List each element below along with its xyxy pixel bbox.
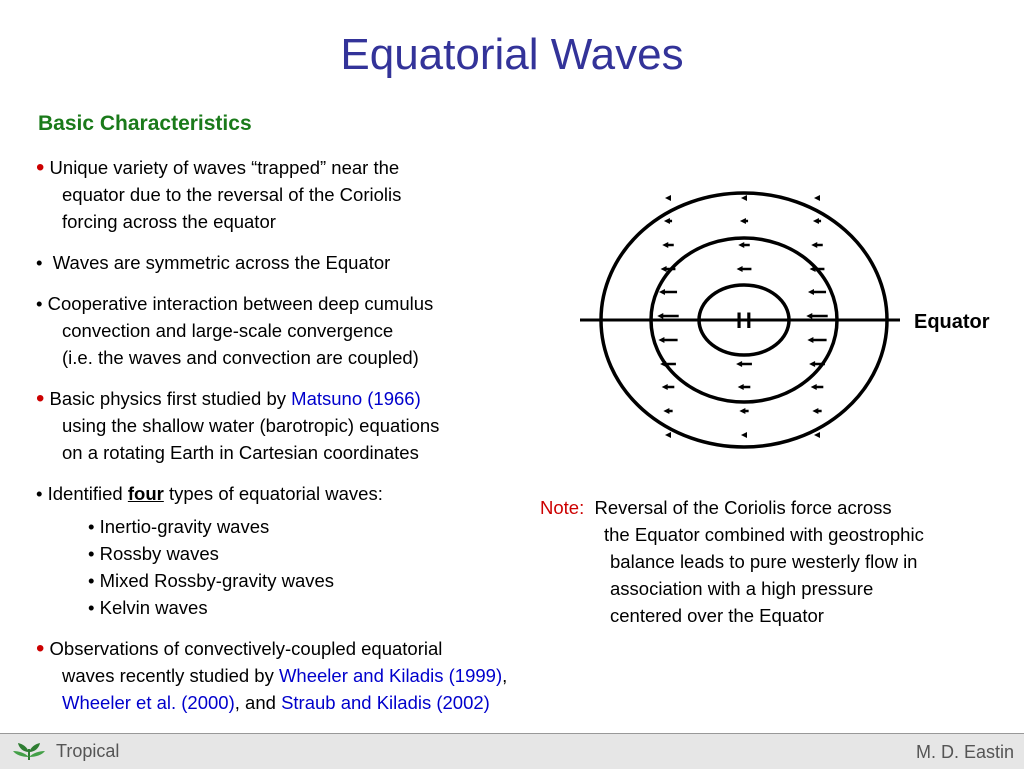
bullet-text: (i.e. the waves and convection are coupled) (62, 347, 419, 368)
flow-arrow-head (738, 242, 744, 248)
wave-type-list (88, 513, 576, 621)
bullet-trapped-waves (36, 154, 576, 235)
flow-arrow-head (659, 289, 665, 295)
flow-arrow-head (740, 218, 746, 224)
bullet-text: types of equatorial waves: (163, 483, 383, 504)
bullet-text: convection and large-scale convergence (62, 320, 394, 341)
slide-footer (0, 733, 1024, 769)
diagram-svg (576, 170, 1000, 480)
bullet-text: Unique variety of waves “trapped” near the (49, 157, 400, 178)
flow-arrow-head (663, 408, 669, 414)
flow-arrow-head (662, 384, 668, 390)
slide-title: Equatorial Waves (340, 30, 684, 79)
flow-arrow-head (661, 266, 667, 272)
equator-label: Equator (914, 311, 990, 333)
bullet-marker: • (36, 635, 45, 662)
bullet-marker: • (36, 385, 45, 412)
wave-type-item: • Rossby waves (88, 543, 219, 564)
note-box (540, 494, 1010, 629)
note-text: balance leads to pure westerly flow in (610, 551, 918, 572)
flow-arrow-head (812, 408, 818, 414)
bullet-marker: • (36, 252, 43, 273)
emphasis-four: four (127, 483, 164, 504)
reference-link-wheeler-kiladis-1999[interactable]: Wheeler and Kiladis (1999) (278, 665, 503, 686)
note-text: Reversal of the Coriolis force across (594, 497, 892, 518)
bullet-line (36, 689, 576, 716)
flow-arrow-head (813, 218, 819, 224)
flow-arrow-head (737, 266, 743, 272)
bullet-symmetric (36, 249, 576, 276)
wave-type-item: • Inertio-gravity waves (88, 516, 270, 537)
note-text: centered over the Equator (610, 605, 824, 626)
flow-arrow-head (662, 242, 668, 248)
bullet-marker: • (36, 293, 43, 314)
flow-arrow-head (811, 242, 817, 248)
bullet-text: Observations of convectively-coupled equatorial (49, 638, 443, 659)
footer-course: Tropical (56, 740, 120, 761)
flow-arrow-head (658, 337, 664, 343)
bullet-text: equator due to the reversal of the Coriolis (62, 184, 402, 205)
bullet-text: , and (234, 692, 282, 713)
high-pressure-label: H (736, 308, 752, 333)
flow-arrow-head (664, 218, 670, 224)
bullet-text: waves recently studied by (62, 665, 279, 686)
flow-arrow-head (665, 432, 671, 438)
reference-link-straub-kiladis-2002[interactable]: Straub and Kiladis (2002) (281, 692, 490, 713)
bullet-text: , (502, 665, 508, 686)
flow-arrow-head (809, 361, 815, 367)
wave-type-item: • Kelvin waves (88, 597, 208, 618)
flow-arrow-head (736, 361, 742, 367)
reference-link-wheeler-2000[interactable]: Wheeler et al. (2000) (62, 692, 235, 713)
flow-arrow-head (738, 384, 744, 390)
bullet-marker: • (36, 154, 45, 181)
bullet-text: using the shallow water (barotropic) equations (62, 415, 440, 436)
flow-arrow-head (814, 195, 820, 201)
bullet-text: Waves are symmetric across the Equator (52, 252, 391, 273)
bullet-text: forcing across the equator (62, 211, 276, 232)
bullet-line (36, 662, 576, 689)
flow-arrow-head (657, 313, 663, 319)
bullet-text: on a rotating Earth in Cartesian coordinates (62, 442, 419, 463)
section-heading: Basic Characteristics (38, 112, 252, 135)
bullet-matsuno (36, 385, 576, 466)
reference-link-matsuno[interactable]: Matsuno (1966) (291, 388, 421, 409)
note-text: the Equator combined with geostrophic (604, 524, 924, 545)
wave-type-item: • Mixed Rossby-gravity waves (88, 570, 335, 591)
flow-arrow-head (665, 195, 671, 201)
bullet-four-types (36, 480, 576, 507)
bullet-text: Identified (47, 483, 128, 504)
note-label: Note: (540, 497, 585, 518)
flow-arrow-head (814, 432, 820, 438)
flow-arrow-head (741, 195, 747, 201)
bullet-cooperative (36, 290, 576, 371)
flow-arrow-head (811, 384, 817, 390)
bullet-observations (36, 635, 576, 716)
plant-logo-icon (12, 740, 46, 762)
bullet-text: Cooperative interaction between deep cumulus (47, 293, 434, 314)
bullet-list (36, 154, 576, 730)
footer-author: M. D. Eastin (915, 742, 1014, 762)
bullet-text: Basic physics first studied by (49, 388, 292, 409)
flow-arrow-head (807, 337, 813, 343)
flow-arrow-head (806, 313, 812, 319)
note-text: association with a high pressure (610, 578, 874, 599)
flow-arrow-head (739, 408, 745, 414)
equatorial-high-diagram (576, 170, 1000, 480)
bullet-marker: • (36, 483, 43, 504)
flow-arrow-head (741, 432, 747, 438)
flow-arrow-head (808, 289, 814, 295)
footer-left (12, 740, 119, 762)
